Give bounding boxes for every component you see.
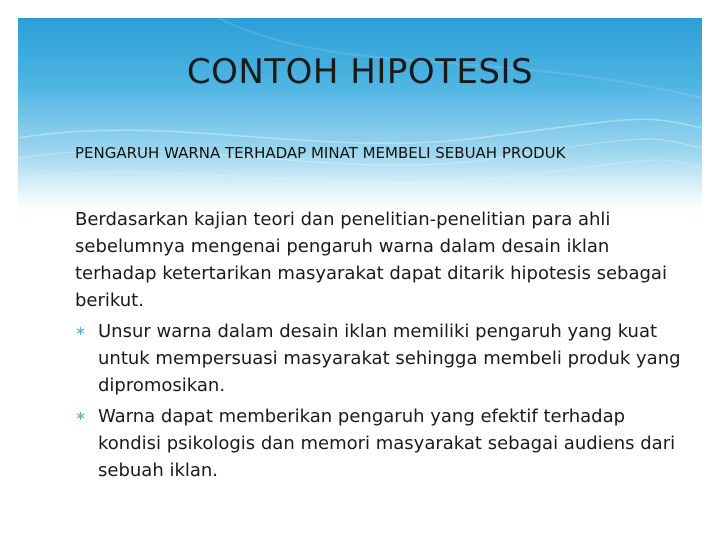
slide-body bbox=[75, 206, 685, 484]
hypothesis-list bbox=[75, 318, 685, 484]
slide-subtitle: PENGARUH WARNA TERHADAP MINAT MEMBELI SEBUAH PRODUK bbox=[75, 144, 566, 162]
list-item bbox=[75, 318, 685, 399]
bullet-text: Unsur warna dalam desain iklan memiliki pengaruh yang kuat untuk mempersuasi masyarakat sehingga membeli produk yang dipromosikan. bbox=[98, 321, 681, 396]
asterisk-bullet-icon: ∗ bbox=[75, 409, 86, 424]
header-wave-decoration bbox=[18, 18, 702, 212]
asterisk-bullet-icon: ∗ bbox=[75, 324, 86, 339]
header-band bbox=[18, 18, 702, 212]
intro-paragraph: Berdasarkan kajian teori dan penelitian-penelitian para ahli sebelumnya mengenai pengaruh warna dalam desain iklan terhadap ketertarikan masyarakat dapat ditarik hipotesis sebagai berikut. bbox=[75, 209, 667, 311]
bullet-text: Warna dapat memberikan pengaruh yang efektif terhadap kondisi psikologis dan memori masyarakat sebagai audiens dari sebuah iklan. bbox=[98, 406, 676, 481]
page-title: CONTOH HIPOTESIS bbox=[186, 52, 534, 92]
list-item bbox=[75, 403, 685, 484]
